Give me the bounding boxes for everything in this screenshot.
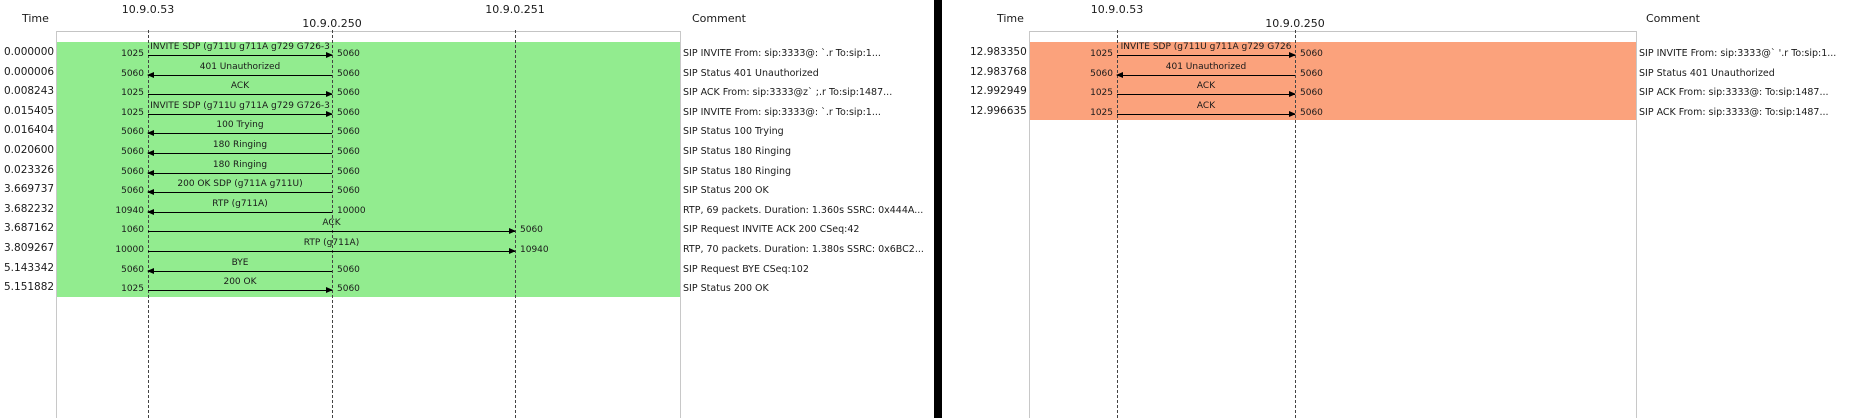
host-label: 10.9.0.250	[1265, 17, 1325, 30]
packet-time[interactable]: 0.020600	[4, 144, 55, 156]
lane-boundary-line	[56, 31, 57, 418]
source-port: 5060	[1090, 68, 1113, 79]
destination-port: 5060	[520, 225, 543, 236]
source-port: 1025	[121, 88, 144, 99]
packet-arrow[interactable]	[148, 251, 515, 252]
packet-comment[interactable]: SIP INVITE From: sip:3333@: `.r To:sip:1...	[683, 106, 881, 118]
destination-port: 5060	[337, 68, 360, 79]
source-port: 1025	[1090, 107, 1113, 118]
packet-comment[interactable]: SIP INVITE From: sip:3333@` '.r To:sip:1...	[1639, 48, 1837, 59]
packet-time[interactable]: 12.983350	[970, 46, 1027, 58]
source-port: 10940	[115, 205, 144, 216]
host-label: 10.9.0.251	[485, 3, 545, 16]
packet-time[interactable]: 12.992949	[970, 85, 1027, 98]
time-column-header: Time	[22, 12, 49, 25]
host-lifeline	[515, 30, 516, 418]
packet-time[interactable]: 12.996635	[970, 104, 1027, 117]
packet-label[interactable]: 180 Ringing	[212, 160, 268, 170]
arrowhead	[147, 209, 154, 215]
source-port: 1025	[1090, 49, 1113, 59]
source-port: 5060	[121, 127, 144, 138]
packet-arrow[interactable]	[148, 55, 332, 56]
packet-arrow[interactable]	[1117, 114, 1295, 115]
packet-comment[interactable]: SIP Request BYE CSeq:102	[683, 263, 809, 275]
source-port: 1025	[121, 49, 144, 59]
arrowhead	[147, 72, 154, 78]
arrowhead	[147, 189, 154, 195]
destination-port: 10940	[520, 245, 549, 255]
packet-comment[interactable]: RTP, 70 packets. Duration: 1.380s SSRC: 0x6BC2...	[683, 244, 924, 255]
packet-time[interactable]: 0.023326	[4, 163, 55, 176]
packet-label[interactable]: 100 Trying	[216, 120, 264, 130]
packet-label[interactable]: INVITE SDP (g711U g711A g729 G726-3	[150, 42, 330, 52]
destination-port: 5060	[337, 264, 360, 275]
lane-boundary-line	[1636, 31, 1637, 418]
source-port: 1025	[121, 284, 144, 295]
packet-label[interactable]: INVITE SDP (g711U g711A g729 G726-3	[150, 101, 330, 111]
flow-graph-panel-right[interactable]	[942, 0, 1861, 418]
packet-time[interactable]: 5.151882	[4, 281, 55, 294]
host-label: 10.9.0.250	[302, 17, 362, 30]
packet-arrow[interactable]	[1117, 94, 1295, 95]
comment-column-header: Comment	[1646, 12, 1700, 25]
packet-comment[interactable]: SIP Status 180 Ringing	[683, 165, 792, 177]
arrowhead	[147, 130, 154, 136]
source-port: 1025	[1090, 88, 1113, 99]
time-column-header: Time	[997, 12, 1024, 25]
arrowhead	[326, 91, 333, 97]
destination-port: 5060	[337, 284, 360, 295]
packet-time[interactable]: 0.000000	[4, 46, 55, 58]
destination-port: 5060	[1300, 49, 1323, 59]
packet-arrow[interactable]	[1117, 55, 1295, 56]
packet-comment[interactable]: SIP Status 100 Trying	[683, 126, 784, 138]
destination-port: 5060	[337, 127, 360, 138]
arrowhead	[1289, 111, 1296, 117]
packet-comment[interactable]: SIP Status 200 OK	[683, 185, 769, 197]
packet-label[interactable]: ACK	[1196, 81, 1216, 91]
arrowhead	[509, 228, 516, 234]
source-port: 1025	[121, 107, 144, 118]
arrowhead	[326, 111, 333, 117]
destination-port: 5060	[337, 166, 360, 177]
source-port: 5060	[121, 264, 144, 275]
arrowhead	[326, 52, 333, 58]
arrowhead	[1289, 52, 1296, 58]
host-label: 10.9.0.53	[121, 3, 175, 16]
packet-label[interactable]: ACK	[230, 81, 250, 91]
packet-arrow[interactable]	[148, 192, 332, 193]
packet-time[interactable]: 3.687162	[4, 222, 55, 235]
host-lifeline	[1295, 30, 1296, 418]
packet-comment[interactable]: SIP Status 200 OK	[683, 283, 769, 295]
packet-time[interactable]: 12.983768	[970, 65, 1027, 78]
arrowhead	[147, 170, 154, 176]
arrowhead	[1116, 72, 1123, 78]
destination-port: 5060	[1300, 107, 1323, 118]
packet-time[interactable]: 0.016404	[4, 124, 55, 137]
packet-label[interactable]: 401 Unauthorized	[1165, 62, 1247, 72]
packet-time[interactable]: 3.809267	[4, 242, 55, 254]
destination-port: 5060	[337, 107, 360, 118]
packet-label[interactable]: 200 OK	[223, 277, 257, 287]
packet-label[interactable]: RTP (g711A)	[303, 238, 360, 248]
packet-time[interactable]: 3.669737	[4, 183, 55, 196]
packet-label[interactable]: 200 OK SDP (g711A g711U)	[177, 179, 303, 189]
packet-arrow[interactable]	[148, 231, 515, 232]
packet-arrow[interactable]	[148, 114, 332, 115]
arrowhead	[147, 150, 154, 156]
packet-comment[interactable]: SIP INVITE From: sip:3333@: `.r To:sip:1...	[683, 48, 881, 59]
lane-boundary-line	[680, 31, 681, 418]
destination-port: 10000	[337, 205, 366, 216]
packet-time[interactable]: 5.143342	[4, 261, 55, 274]
packet-comment[interactable]: RTP, 69 packets. Duration: 1.360s SSRC: 0x444A...	[683, 204, 924, 216]
destination-port: 5060	[1300, 68, 1323, 79]
source-port: 5060	[121, 68, 144, 79]
packet-comment[interactable]: SIP Status 180 Ringing	[683, 146, 792, 157]
comment-column-header: Comment	[692, 12, 746, 25]
packet-arrow[interactable]	[148, 290, 332, 291]
arrowhead	[509, 248, 516, 254]
packet-label[interactable]: INVITE SDP (g711U g711A g729 G726	[1120, 42, 1292, 52]
packet-label[interactable]: ACK	[1196, 101, 1216, 111]
panel-divider	[934, 0, 942, 418]
source-port: 5060	[121, 147, 144, 157]
packet-label[interactable]: ACK	[322, 218, 341, 228]
destination-port: 5060	[337, 147, 360, 157]
packet-arrow[interactable]	[148, 271, 332, 272]
packet-arrow[interactable]	[1117, 75, 1295, 76]
source-port: 5060	[121, 186, 144, 197]
destination-port: 5060	[337, 186, 360, 197]
destination-port: 5060	[337, 49, 360, 59]
packet-time[interactable]: 0.008243	[4, 85, 55, 98]
packet-arrow[interactable]	[148, 212, 332, 213]
packet-comment[interactable]: SIP Status 401 Unauthorized	[683, 67, 819, 79]
packet-arrow[interactable]	[148, 75, 332, 76]
packet-comment[interactable]: SIP Request INVITE ACK 200 CSeq:42	[683, 224, 860, 236]
host-label: 10.9.0.53	[1090, 3, 1144, 16]
packet-label[interactable]: BYE	[231, 258, 249, 268]
packet-arrow[interactable]	[148, 153, 332, 154]
packet-arrow[interactable]	[148, 173, 332, 174]
destination-port: 5060	[337, 88, 360, 99]
packet-arrow[interactable]	[148, 133, 332, 134]
source-port: 1060	[121, 225, 144, 236]
arrowhead	[326, 287, 333, 293]
arrowhead	[1289, 91, 1296, 97]
packet-comment[interactable]: SIP Status 401 Unauthorized	[1639, 67, 1775, 79]
packet-comment[interactable]: SIP ACK From: sip:3333@z` ;.r To:sip:1487...	[683, 87, 893, 99]
destination-port: 5060	[1300, 88, 1323, 99]
packet-arrow[interactable]	[148, 94, 332, 95]
packet-time[interactable]: 0.015405	[4, 104, 55, 117]
packet-label[interactable]: 401 Unauthorized	[199, 62, 281, 72]
packet-comment[interactable]: SIP ACK From: sip:3333@: To:sip:1487...	[1639, 106, 1829, 118]
source-port: 5060	[121, 166, 144, 177]
packet-time[interactable]: 3.682232	[4, 202, 55, 215]
packet-comment[interactable]: SIP ACK From: sip:3333@: To:sip:1487...	[1639, 87, 1829, 99]
packet-time[interactable]: 0.000006	[4, 65, 55, 78]
packet-label[interactable]: RTP (g711A)	[212, 199, 268, 209]
lane-boundary-line	[1029, 31, 1030, 418]
packet-label[interactable]: 180 Ringing	[212, 140, 268, 150]
arrowhead	[147, 268, 154, 274]
source-port: 10000	[115, 245, 144, 255]
